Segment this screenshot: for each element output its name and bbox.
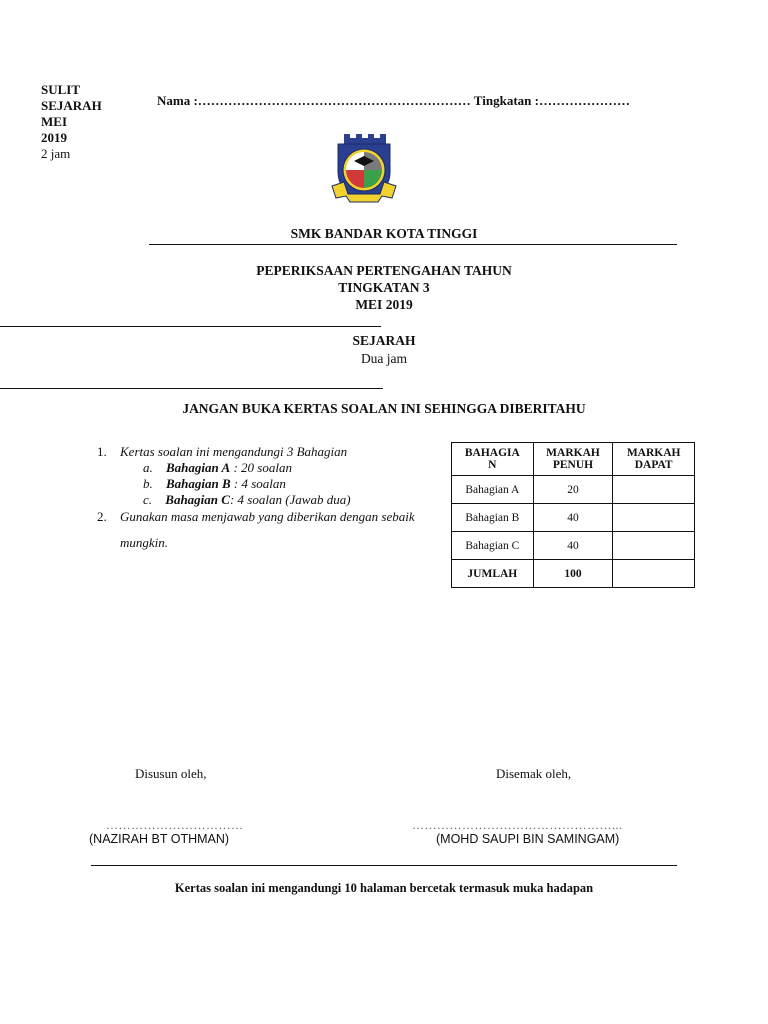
instruction-1c-bold: Bahagian C: [165, 492, 230, 507]
cell-section: Bahagian B: [452, 504, 534, 532]
rule-mid-1: [0, 326, 381, 327]
instruction-2-number: 2.: [97, 509, 107, 524]
header-full-line1: MARKAH: [546, 447, 600, 459]
paper-code-block: [41, 82, 102, 162]
marks-table-header: [452, 443, 695, 476]
code-subject: SEJARAH: [41, 98, 102, 113]
code-sulit: SULIT: [41, 82, 81, 97]
header-section: [452, 443, 534, 476]
checked-by-name: (MOHD SAUPI BIN SAMINGAM): [436, 832, 620, 846]
school-logo: [324, 128, 404, 208]
table-row: [452, 532, 695, 560]
code-year: 2019: [41, 130, 67, 145]
exam-warning: JANGAN BUKA KERTAS SOALAN INI SEHINGGA DIBERITAHU: [182, 401, 586, 416]
instruction-1-text: Kertas soalan ini mengandungi 3 Bahagian: [120, 444, 348, 459]
exam-date: MEI 2019: [355, 297, 413, 312]
footer-page-count-note: Kertas soalan ini mengandungi 10 halaman bercetak termasuk muka hadapan: [174, 881, 594, 895]
checked-signature-line: …………………………………………...: [412, 818, 623, 832]
instruction-1b: [143, 476, 286, 492]
header-full-line2: PENUH: [552, 459, 594, 471]
table-row: [452, 504, 695, 532]
instruction-1b-label: b.: [143, 476, 153, 491]
prepared-signature-line: ……………………………: [106, 818, 244, 832]
instruction-1b-text: : 4 soalan: [230, 476, 286, 491]
instruction-1a-label: a.: [143, 460, 153, 475]
instruction-1a-bold: Bahagian A: [166, 460, 231, 475]
cell-full: 40: [533, 532, 613, 560]
rule-footer: [91, 865, 677, 866]
cell-total-value: 100: [533, 560, 613, 588]
instruction-1c-label: c.: [143, 492, 153, 507]
cell-section: Bahagian A: [452, 476, 534, 504]
instruction-1c-text: : 4 soalan (Jawab dua): [229, 492, 351, 507]
header-got-line2: DAPAT: [634, 459, 673, 471]
table-row: [452, 476, 695, 504]
cell-got[interactable]: [613, 532, 695, 560]
rule-mid-2: [0, 388, 383, 389]
header-got-line1: MARKAH: [626, 447, 681, 459]
instruction-1c: [143, 492, 351, 508]
prepared-by-label: Disusun oleh,: [135, 766, 207, 781]
rule-school: [149, 244, 677, 245]
school-name: SMK BANDAR KOTA TINGGI: [290, 226, 478, 241]
instruction-1-number: 1.: [97, 444, 107, 459]
instruction-2: [97, 509, 415, 525]
checked-by-label: Disemak oleh,: [496, 766, 572, 781]
instruction-1b-bold: Bahagian B: [166, 476, 231, 491]
header-marks-obtained: [613, 443, 695, 476]
cell-got[interactable]: [613, 476, 695, 504]
marks-table: [451, 442, 695, 588]
exam-time: Dua jam: [360, 351, 408, 366]
code-duration: 2 jam: [41, 146, 71, 161]
exam-subject: SEJARAH: [352, 333, 416, 348]
header-section-line2: N: [488, 459, 497, 471]
instruction-1: [97, 444, 347, 460]
cell-got[interactable]: [613, 504, 695, 532]
instruction-1a-text: : 20 soalan: [230, 460, 292, 475]
header-full-marks: [533, 443, 613, 476]
name-form-field[interactable]: Nama :……………………………………………………… Tingkatan :…………………: [157, 93, 630, 108]
cell-total-got[interactable]: [613, 560, 695, 588]
cell-full: 20: [533, 476, 613, 504]
header-section-line1: BAHAGIA: [464, 447, 520, 459]
cell-section: Bahagian C: [452, 532, 534, 560]
cell-full: 40: [533, 504, 613, 532]
instruction-2-text: Gunakan masa menjawab yang diberikan dengan sebaik: [120, 509, 415, 524]
prepared-by-name: (NAZIRAH BT OTHMAN): [89, 832, 230, 846]
exam-form: TINGKATAN 3: [338, 280, 430, 295]
exam-title: PEPERIKSAAN PERTENGAHAN TAHUN: [256, 263, 512, 278]
instruction-1a: [143, 460, 292, 476]
exam-title-block: [0, 262, 768, 313]
code-month: MEI: [41, 114, 67, 129]
cell-total-label: JUMLAH: [452, 560, 534, 588]
instruction-2-continued: mungkin.: [120, 535, 169, 550]
table-row-total: [452, 560, 695, 588]
